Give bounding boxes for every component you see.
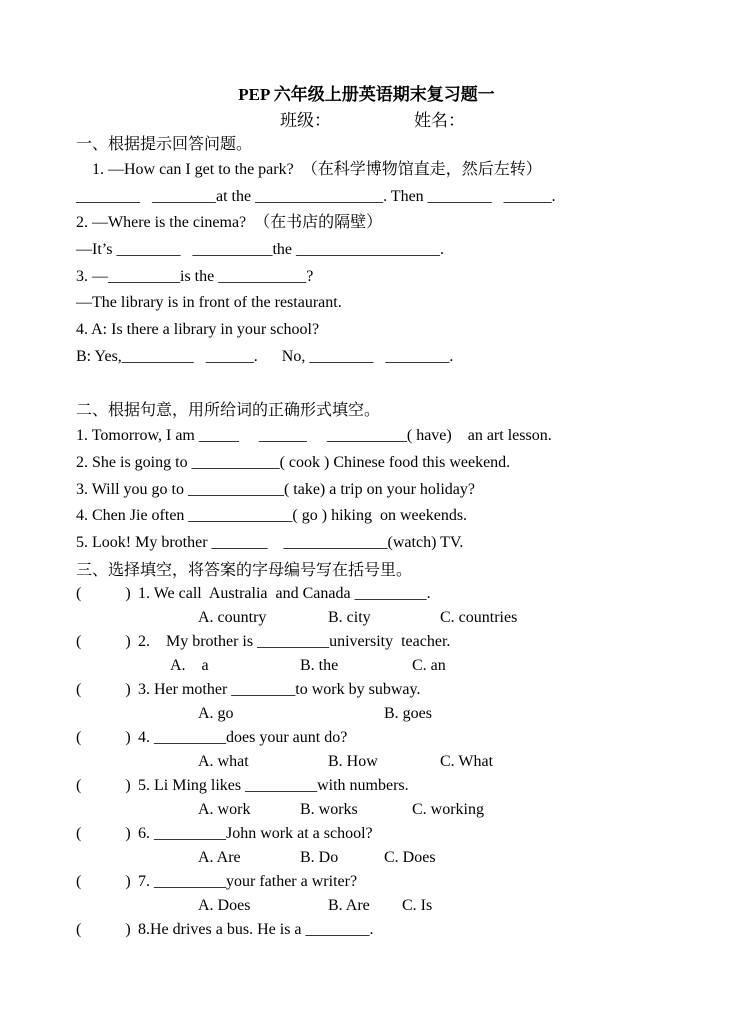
option-b: B. goes bbox=[384, 705, 432, 722]
page-title: PEP 六年级上册英语期末复习题一 bbox=[238, 85, 495, 104]
option-a: A. go bbox=[198, 705, 234, 722]
section1-line: 4. A: Is there a library in your school? bbox=[76, 321, 320, 338]
section1-line: 3. —_________is the ___________? bbox=[76, 268, 314, 285]
option-c: C. an bbox=[412, 657, 446, 674]
option-c: C. Is bbox=[402, 897, 433, 914]
question-text: 4. _________does your aunt do? bbox=[138, 729, 348, 746]
section2-line: 2. She is going to ___________( cook ) Chinese food this weekend. bbox=[76, 454, 511, 471]
section1-line: 1. —How can I get to the park? （在科学博物馆直走，然后左转） bbox=[76, 161, 542, 178]
answer-paren: ( ) bbox=[76, 729, 131, 746]
section1-heading: 一、根据提示回答问题。 bbox=[76, 134, 253, 153]
section1-line: ________ ________at the ________________. Then ________ ______. bbox=[76, 188, 556, 205]
option-b: B. Are bbox=[328, 897, 370, 914]
question-text: 7. _________your father a writer? bbox=[138, 873, 358, 890]
option-c: C. Does bbox=[384, 849, 436, 866]
section2-line: 5. Look! My brother _______ _____________(watch) TV. bbox=[76, 534, 464, 551]
answer-paren: ( ) bbox=[76, 777, 131, 794]
option-b: B. Do bbox=[300, 849, 339, 866]
option-b: B. How bbox=[328, 753, 378, 770]
option-a: A. what bbox=[198, 753, 249, 770]
option-c: C. working bbox=[412, 801, 484, 818]
section2-line: 1. Tomorrow, I am _____ ______ __________( have) an art lesson. bbox=[76, 427, 552, 444]
option-c: C. What bbox=[440, 753, 494, 770]
option-b: B. works bbox=[300, 801, 358, 818]
option-b: B. city bbox=[328, 609, 371, 626]
answer-paren: ( ) bbox=[76, 825, 131, 842]
option-a: A. work bbox=[198, 801, 251, 818]
name-label: 姓名： bbox=[414, 111, 465, 130]
section3-heading: 三、选择填空，将答案的字母编号写在括号里。 bbox=[76, 560, 413, 579]
answer-paren: ( ) bbox=[76, 921, 131, 938]
section1-line: 2. —Where is the cinema? （在书店的隔壁） bbox=[76, 214, 383, 231]
option-a: A. country bbox=[198, 609, 267, 626]
option-c: C. countries bbox=[440, 609, 518, 626]
question-text: 8.He drives a bus. He is a ________. bbox=[138, 921, 374, 938]
answer-paren: ( ) bbox=[76, 585, 131, 602]
section2-heading: 二、根据句意，用所给词的正确形式填空。 bbox=[76, 400, 381, 419]
class-label: 班级： bbox=[280, 111, 331, 130]
answer-paren: ( ) bbox=[76, 633, 131, 650]
section2-line: 4. Chen Jie often _____________( go ) hiking on weekends. bbox=[76, 507, 468, 524]
option-a: A. a bbox=[170, 657, 209, 674]
option-a: A. Are bbox=[198, 849, 241, 866]
question-text: 3. Her mother ________to work by subway. bbox=[138, 681, 421, 698]
answer-paren: ( ) bbox=[76, 681, 131, 698]
option-b: B. the bbox=[300, 657, 339, 674]
section1-line: —The library is in front of the restaurant. bbox=[76, 294, 342, 311]
question-text: 1. We call Australia and Canada _________. bbox=[138, 585, 431, 602]
section1-line: —It’s ________ __________the __________________. bbox=[76, 241, 444, 258]
question-text: 6. _________John work at a school? bbox=[138, 825, 373, 842]
question-text: 2. My brother is _________university teacher. bbox=[138, 633, 451, 650]
question-text: 5. Li Ming likes _________with numbers. bbox=[138, 777, 409, 794]
option-a: A. Does bbox=[198, 897, 251, 914]
section2-line: 3. Will you go to ____________( take) a trip on your holiday? bbox=[76, 481, 475, 498]
answer-paren: ( ) bbox=[76, 873, 131, 890]
section1-line: B: Yes,_________ ______. No, ________ ________. bbox=[76, 348, 454, 365]
